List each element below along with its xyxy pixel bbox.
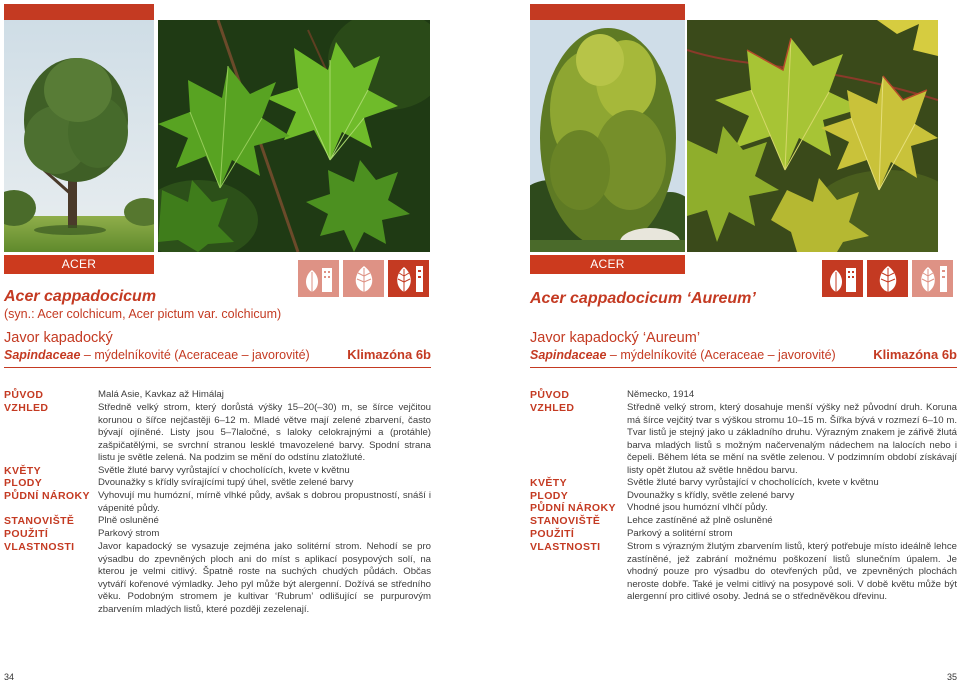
leaf-icon	[867, 260, 908, 297]
leaf-icon	[343, 260, 384, 297]
label-vzhled: VZHLED	[4, 402, 49, 414]
label-pudni-naroky: PŮDNÍ NÁROKY	[4, 490, 90, 502]
text-vlastnosti: Strom s výrazným žlutým zbarvením listů, který potřebuje místo ideálně lehce zastíněné, jež zabrání možnému poškození listů slunečním úpalem. Je vhodný pouze pro výsadbu do otevřených půd, ve zpevněných plochách neroste dobře. Také je velmi citlivý na posypové soli. V době květu může být alergenní pro citlivé osoby. Jedná se o středněvěkou dřevinu.	[627, 541, 957, 603]
label-puvod: PŮVOD	[530, 389, 570, 401]
solitary-tree-photo	[4, 20, 154, 252]
text-pudni-naroky: Vyhovují mu humózní, mírně vlhké půdy, avšak s dobrou propustností, snáší i vápenité půdy.	[98, 490, 431, 514]
house-leaf-icon	[912, 260, 953, 297]
text-vzhled: Středně velký strom, který dosahuje menší výšky než původní druh. Koruna má šírce vejčitý tvar s výškou stromu 10–15 m. Šířka bývá v rozmezí 6–10 m. Tvar listů je stejný jako u základního druhu. Výrazným znakem je zářivě žlutá barva mladých listů s možným načervenalým nádechem na lalocích nebo i čepeli. Během léta se mění na světle zelenou. V podzimním období získávají listy opět žlutou až světle hnědou barvu.	[627, 402, 957, 476]
synonym: (syn.: Acer colchicum, Acer pictum var. colchicum)	[4, 307, 282, 321]
right-page	[480, 0, 960, 687]
text-pudni-naroky: Vhodné jsou humózní vlhčí půdy.	[627, 502, 768, 513]
text-plody: Dvounažky s křídly svírajícími tupý úhel, světle zelené barvy	[98, 477, 354, 488]
genus-bar: ACER	[530, 255, 685, 274]
text-stanoviste: Lehce zastíněné až plně osluněné	[627, 515, 773, 526]
yellow-leaves-photo	[687, 20, 938, 252]
green-leaves-photo	[158, 20, 430, 252]
divider-line	[4, 367, 431, 368]
building-leaf-icon	[298, 260, 339, 297]
label-kvety: KVĚTY	[530, 477, 568, 489]
label-kvety: KVĚTY	[4, 465, 42, 477]
family-latin: Sapindaceae	[4, 348, 81, 362]
label-stanoviste: STANOVIŠTĚ	[4, 515, 75, 527]
text-stanoviste: Plně osluněné	[98, 515, 159, 526]
latin-title: Acer cappadocicum ‘Aureum’	[530, 290, 756, 307]
top-color-bar	[4, 4, 154, 20]
label-puvod: PŮVOD	[4, 389, 44, 401]
label-pouziti: POUŽITÍ	[530, 528, 575, 540]
house-leaf-icon	[388, 260, 429, 297]
text-pouziti: Parkový a solitérní strom	[627, 528, 733, 539]
divider-line	[530, 367, 957, 368]
czech-name: Javor kapadocký	[4, 330, 113, 346]
text-vlastnosti: Javor kapadocký se vysazuje zejména jako solitérní strom. Nehodí se pro výsadbu do zpevněných ploch ani do míst s aplikací posypových solí, na kterou je velmi citlivý. Špatně roste na suchých chudých půdách. Občas vytváří kořenové výmladky. Jeho pyl může být alergenní. Dožívá se středního věku. Podobným stromem je kultivar ‘Rubrum’ odlišující se purpurovým zbarvením mladých listů, které později zezelenají.	[98, 541, 431, 615]
family-line	[4, 348, 310, 362]
icon-group	[822, 260, 953, 297]
text-plody: Dvounažky s křídly, světle zelené barvy	[627, 490, 795, 501]
label-vlastnosti: VLASTNOSTI	[530, 541, 601, 553]
page-number: 34	[4, 672, 15, 682]
text-puvod: Malá Asie, Kavkaz až Himálaj	[98, 389, 224, 400]
family-line	[530, 348, 836, 362]
family-czech: – mýdelníkovité (Aceraceae – javorovité)	[609, 348, 836, 362]
label-vlastnosti: VLASTNOSTI	[4, 541, 75, 553]
genus-bar: ACER	[4, 255, 154, 274]
text-kvety: Světle žluté barvy vyrůstající v chocholících, kvete v květnu	[98, 465, 350, 476]
label-plody: PLODY	[4, 477, 43, 489]
label-stanoviste: STANOVIŠTĚ	[530, 515, 601, 527]
text-pouziti: Parkový strom	[98, 528, 160, 539]
latin-title: Acer cappadocicum	[4, 288, 157, 305]
building-leaf-icon	[822, 260, 863, 297]
text-kvety: Světle žluté barvy vyrůstající v chocholících, kvete v květnu	[627, 477, 879, 488]
text-puvod: Německo, 1914	[627, 389, 695, 400]
climate-zone: Klimazóna 6b	[347, 347, 431, 362]
label-pouziti: POUŽITÍ	[4, 528, 49, 540]
label-plody: PLODY	[530, 490, 569, 502]
climate-zone: Klimazóna 6b	[873, 347, 957, 362]
text-vzhled: Středně velký strom, který dorůstá výšky 15–20(–30) m, se šírce vejčitou korunou o šířce nejčastěji 6–12 m. Mladé větve mají zelené zbarvení, často bývají ojíněné. Listy jsou 5–7laločné, s laloky celokrajnými a (protáhle) zašpičatělými, se svrchní stranou lesklé tmavozelené barvy. Spodní strana listu je světle zelená. Na podzim se mění do odstínu zlatožluté.	[98, 402, 431, 464]
label-vzhled: VZHLED	[530, 402, 575, 414]
label-pudni-naroky: PŮDNÍ NÁROKY	[530, 502, 616, 514]
family-czech: – mýdelníkovité (Aceraceae – javorovité)	[83, 348, 310, 362]
czech-name: Javor kapadocký ‘Aureum’	[530, 330, 701, 346]
top-color-bar	[530, 4, 685, 20]
icon-group	[298, 260, 429, 297]
page-number: 35	[946, 672, 957, 682]
family-latin: Sapindaceae	[530, 348, 607, 362]
golden-tree-photo	[530, 20, 685, 252]
